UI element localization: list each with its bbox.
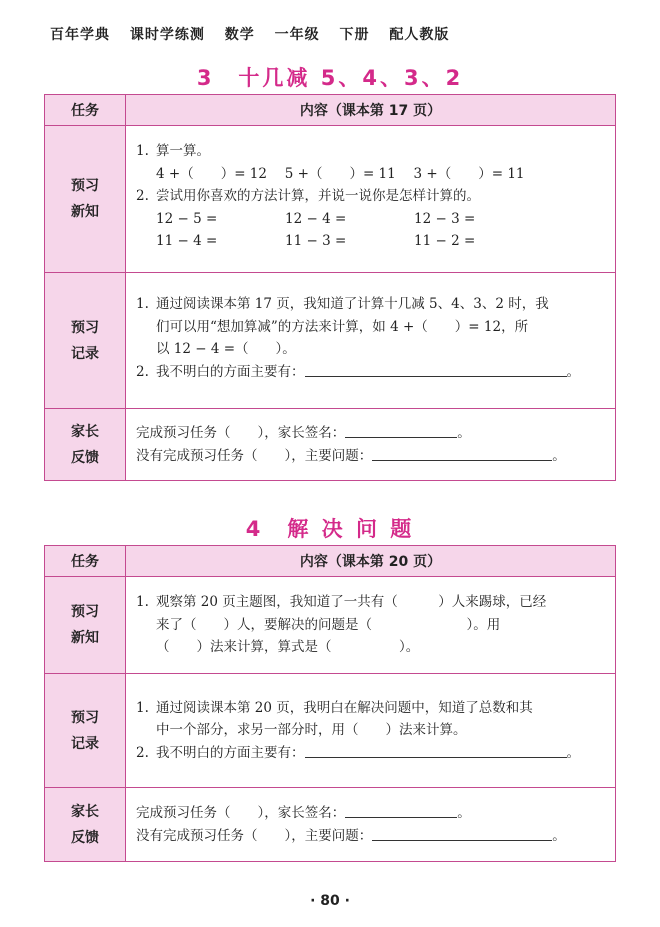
column-header-content: 内容（课本第 17 页） <box>126 95 616 126</box>
header-grade: 一年级 <box>274 27 320 43</box>
row-content: 完成预习任务（ ），家长签名： 。 没有完成预习任务（ ），主要问题： 。 <box>126 409 616 481</box>
row-preview <box>45 577 616 674</box>
row-parent-feedback <box>45 409 616 481</box>
page-number: · 80 · <box>310 893 350 909</box>
row-content: 1. 通过阅读课本第 17 页，我知道了计算十几减 5、4、3、2 时，我 们可以用“想加算减”的方法来计算，如 4 +（ ）= 12，所 以 12 − 4 =（ ）。 2. 我不明白的方面主要有： 。 <box>126 273 616 409</box>
row-label: 预习 新知 <box>45 126 126 273</box>
header-book: 课时学练测 <box>129 27 205 43</box>
header-subject: 数学 <box>224 27 255 43</box>
text-line: 4 +（ ）= 12 5 +（ ）= 11 3 +（ ）= 11 <box>156 165 525 182</box>
section-4-title: 4 解 决 问 题 <box>245 517 415 541</box>
signature-blank[interactable] <box>345 802 457 818</box>
text-line: 算一算。 <box>156 143 210 159</box>
text-line: 们可以用“想加算减”的方法来计算，如 4 +（ ）= 12，所 <box>156 318 529 335</box>
row-preview <box>45 126 616 273</box>
row-label: 家长 反馈 <box>45 409 126 481</box>
book-header <box>50 24 463 44</box>
text-line: 通过阅读课本第 20 页，我明白在解决问题中，知道了总数和其 <box>156 699 533 716</box>
answer-blank[interactable] <box>372 445 552 461</box>
row-parent-feedback <box>45 788 616 862</box>
text-line: 通过阅读课本第 17 页，我知道了计算十几减 5、4、3、2 时，我 <box>156 296 549 312</box>
answer-blank[interactable] <box>372 825 552 841</box>
header-edition: 配人教版 <box>389 27 450 43</box>
header-volume: 下册 <box>339 27 370 43</box>
text-line: 中一个部分，求另一部分时，用（ ）法来计算。 <box>156 722 467 739</box>
row-content: 1. 通过阅读课本第 20 页，我明白在解决问题中，知道了总数和其 中一个部分，求另一部分时，用（ ）法来计算。 2. 我不明白的方面主要有： 。 <box>126 674 616 788</box>
exercise-row: 11 − 4 = 11 − 3 = 11 − 2 = <box>156 233 476 249</box>
text-line: （ ）法来计算，算式是（ ）。 <box>156 639 420 656</box>
row-label: 预习 记录 <box>45 273 126 409</box>
column-header-task: 任务 <box>45 95 126 126</box>
row-record <box>45 273 616 409</box>
answer-blank[interactable] <box>305 361 567 377</box>
row-record <box>45 674 616 788</box>
column-header-content: 内容（课本第 20 页） <box>126 546 616 577</box>
row-content: 完成预习任务（ ），家长签名： 。 没有完成预习任务（ ），主要问题： 。 <box>126 788 616 862</box>
exercise-row: 12 − 5 = 12 − 4 = 12 − 3 = <box>156 210 476 227</box>
header-series: 百年学典 <box>50 27 110 43</box>
row-content: 1. 观察第 20 页主题图，我知道了一共有（ ）人来踢球，已经 来了（ ）人，要解决的问题是（ ）。用 （ ）法来计算，算式是（ ）。 <box>126 577 616 674</box>
section-4-table <box>44 545 616 862</box>
text-line: 尝试用你喜欢的方法计算，并说一说你是怎样计算的。 <box>156 188 480 204</box>
section-3-table <box>44 94 616 481</box>
row-label: 预习 新知 <box>45 577 126 674</box>
signature-blank[interactable] <box>345 422 457 438</box>
section-3-title: 3 十几减 5、4、3、2 <box>196 66 464 90</box>
text-line: 来了（ ）人，要解决的问题是（ ）。用 <box>156 616 501 633</box>
text-line: 以 12 − 4 =（ ）。 <box>156 341 296 357</box>
answer-blank[interactable] <box>305 742 567 758</box>
column-header-task: 任务 <box>45 546 126 577</box>
text-line: 观察第 20 页主题图，我知道了一共有（ ）人来踢球，已经 <box>156 594 547 611</box>
row-label: 家长 反馈 <box>45 788 126 862</box>
row-label: 预习 记录 <box>45 674 126 788</box>
row-content: 1. 算一算。 4 +（ ）= 12 5 +（ ）= 11 3 +（ ）= 11 2. 尝试用你喜欢的方法计算，并说一说你是怎样计算的。 12 − 5 = 12 − 4 = 12 − 3 = 11 − 4 = 11 − 3 = 11 − 2 = <box>126 126 616 273</box>
